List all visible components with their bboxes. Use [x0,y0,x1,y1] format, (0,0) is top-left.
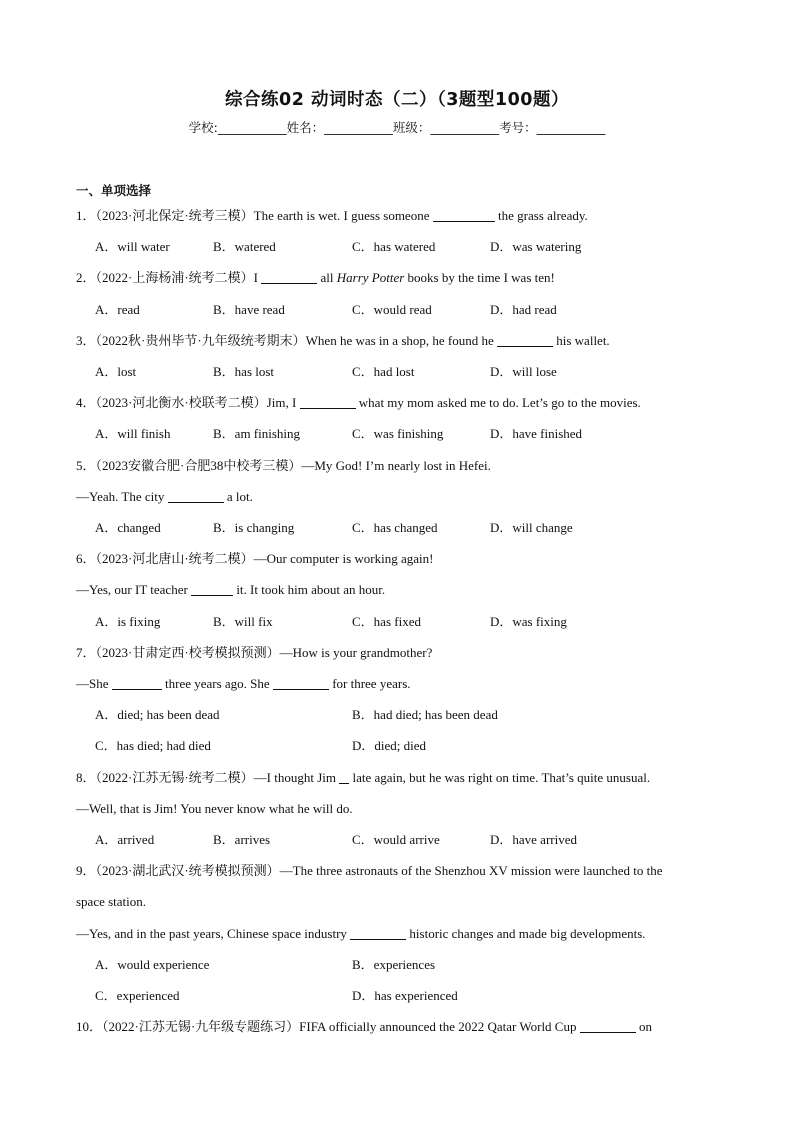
question-4-option-b: B．am finishing [213,426,301,441]
question-5-reply: —Yeah. The city a lot. [76,489,253,504]
answer-blank [300,396,356,409]
answer-blank [339,771,349,784]
answer-blank [433,209,495,222]
question-9-stem: 9．（2023·湖北武汉·统考模拟预测）—The three astronauts of the Shenzhou XV mission were launched to the [76,863,663,878]
answer-blank [350,927,406,940]
answer-blank [580,1020,636,1033]
answer-blank [273,677,329,690]
question-4-stem: 4．（2023·河北衡水·校联考二模）Jim, I what my mom asked me to do. Let’s go to the movies. [76,395,641,410]
question-7-option-d: D．died; died [352,738,427,753]
question-1-stem: 1．（2023·河北保定·统考三模）The earth is wet. I guess someone the grass already. [76,208,588,223]
question-2-stem: 2．（2022·上海杨浦·统考二模）I all Harry Potter books by the time I was ten! [76,270,555,285]
question-7-option-b: B．had died; has been dead [352,707,498,722]
answer-blank [168,490,224,503]
question-9-stem-continued: space station. [76,894,147,909]
question-6-reply: —Yes, our IT teacher it. It took him about an hour. [76,582,386,597]
question-7-reply: —She three years ago. She for three years. [76,676,411,691]
section-heading: 一、单项选择 [76,183,152,198]
answer-blank [112,677,162,690]
answer-blank [261,271,317,284]
question-6-option-c: C．has fixed [352,614,421,629]
question-3-stem: 3．（2022秋·贵州毕节·九年级统考期末）When he was in a shop, he found he his wallet. [76,333,610,348]
question-1-option-b: B．watered [213,239,276,254]
answer-blank [191,583,233,596]
question-3-option-c: C．had lost [352,364,415,379]
question-10-stem: 10．（2022·江苏无锡·九年级专题练习）FIFA officially announced the 2022 Qatar World Cup on [76,1019,652,1034]
question-8-stem: 8．（2022·江苏无锡·统考二模）—I thought Jim late again, but he was right on time. That’s quite unusual. [76,770,651,785]
question-8-option-b: B．arrives [213,832,271,847]
question-3-option-d: D．will lose [490,364,557,379]
question-5-option-a: A．changed [95,520,161,535]
question-6-option-b: B．will fix [213,614,273,629]
question-6-option-a: A．is fixing [95,614,161,629]
question-2-option-c: C．would read [352,302,432,317]
question-9-option-a: A．would experience [95,957,210,972]
question-8-option-a: A．arrived [95,832,155,847]
question-5-stem: 5．（2023安徽合肥·合肥38中校考三模）—My God! I’m nearly lost in Hefei. [76,458,491,473]
question-1-option-c: C．has watered [352,239,436,254]
student-info-line: 学校:___________姓名：___________班级：___________考号：___________ [188,120,606,135]
question-8-reply: —Well, that is Jim! You never know what he will do. [76,801,353,816]
question-5-option-b: B．is changing [213,520,295,535]
question-3-option-b: B．has lost [213,364,275,379]
question-2-option-b: B．have read [213,302,285,317]
answer-blank [497,334,553,347]
question-7-option-c: C．has died; had died [95,738,211,753]
question-8-option-c: C．would arrive [352,832,440,847]
question-2-option-a: A．read [95,302,140,317]
question-9-option-d: D．has experienced [352,988,458,1003]
question-8-option-d: D．have arrived [490,832,577,847]
question-9-option-c: C．experienced [95,988,180,1003]
question-3-option-a: A．lost [95,364,137,379]
question-4-option-a: A．will finish [95,426,171,441]
question-5-option-c: C．has changed [352,520,438,535]
question-2-option-d: D．had read [490,302,557,317]
question-1-option-a: A．will water [95,239,170,254]
question-7-option-a: A．died; has been dead [95,707,220,722]
question-4-option-c: C．was finishing [352,426,444,441]
question-1-option-d: D．was watering [490,239,582,254]
question-9-reply: —Yes, and in the past years, Chinese space industry historic changes and made big developments. [76,926,646,941]
question-9-option-b: B．experiences [352,957,436,972]
question-7-stem: 7．（2023·甘肃定西·校考模拟预测）—How is your grandmother? [76,645,433,660]
page-title: 综合练02 动词时态（二）（3题型100题） [225,90,569,110]
question-6-option-d: D．was fixing [490,614,567,629]
question-6-stem: 6．（2023·河北唐山·统考二模）—Our computer is working again! [76,551,434,566]
question-4-option-d: D．have finished [490,426,583,441]
question-5-option-d: D．will change [490,520,573,535]
